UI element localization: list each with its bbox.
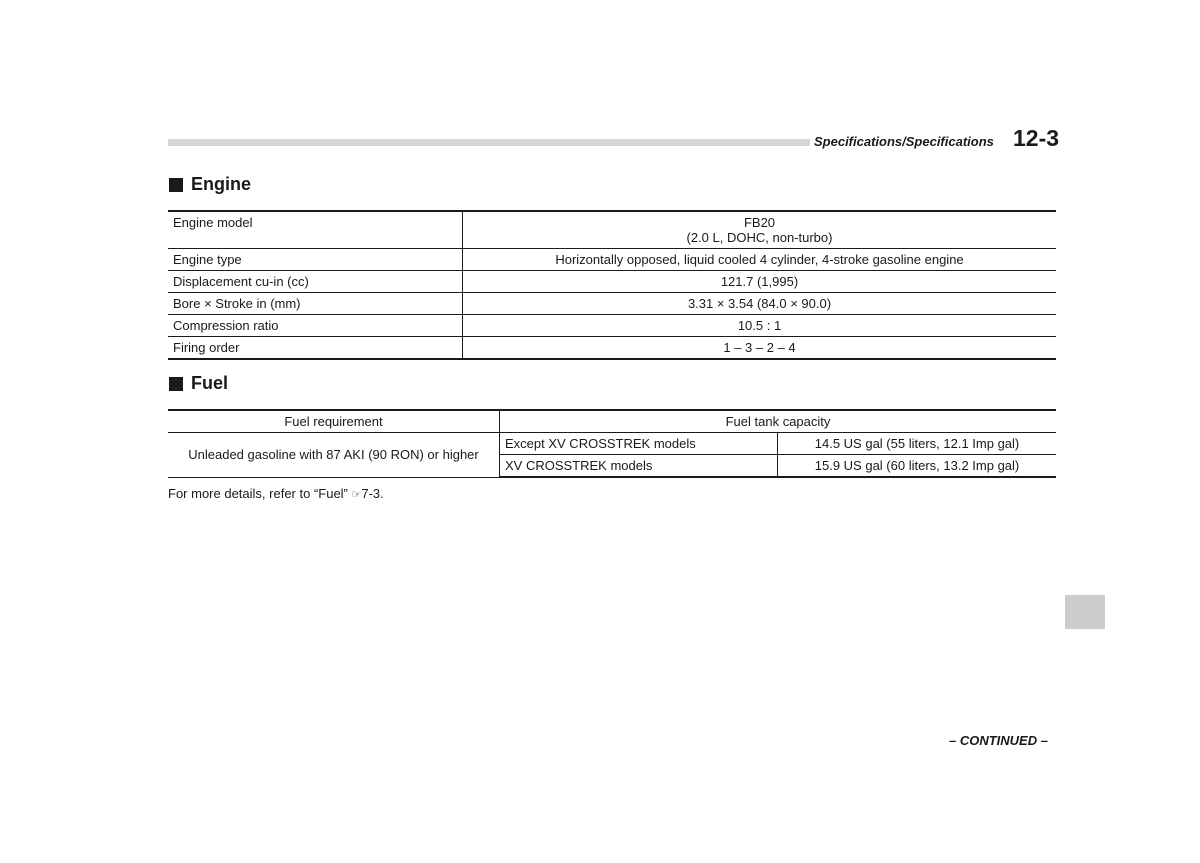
page-reference-icon: ☞ [351, 489, 362, 501]
row-value: 1 – 3 – 2 – 4 [463, 337, 1057, 360]
fuel-requirement-value: Unleaded gasoline with 87 AKI (90 RON) or higher [168, 433, 500, 478]
fuel-reference-note [168, 486, 384, 501]
capacity-cell: 14.5 US gal (55 liters, 12.1 Imp gal) [778, 433, 1057, 455]
table-row [168, 271, 1056, 293]
table-row [168, 433, 1056, 455]
row-label: Engine type [168, 249, 463, 271]
capacity-cell: 15.9 US gal (60 liters, 13.2 Imp gal) [778, 455, 1057, 478]
fuel-spec-table [168, 409, 1056, 478]
fuel-requirement-header: Fuel requirement [168, 410, 500, 433]
row-value: Horizontally opposed, liquid cooled 4 cylinder, 4-stroke gasoline engine [463, 249, 1057, 271]
engine-spec-table [168, 210, 1056, 360]
row-label: Engine model [168, 211, 463, 249]
note-page-ref: 7-3. [361, 486, 384, 501]
table-header-row [168, 410, 1056, 433]
row-value [463, 211, 1057, 249]
square-bullet-icon [169, 178, 183, 192]
row-label: Firing order [168, 337, 463, 360]
page-number: 12-3 [1013, 125, 1060, 151]
fuel-section-heading [169, 373, 228, 394]
engine-model-detail: (2.0 L, DOHC, non-turbo) [686, 230, 833, 245]
row-label: Displacement cu-in (cc) [168, 271, 463, 293]
table-row [168, 293, 1056, 315]
model-cell: XV CROSSTREK models [500, 455, 778, 478]
continued-label: – CONTINUED – [949, 733, 1048, 748]
engine-model-code: FB20 [743, 215, 776, 230]
table-row [168, 337, 1056, 360]
row-value: 121.7 (1,995) [463, 271, 1057, 293]
table-row [168, 249, 1056, 271]
row-value: 10.5 : 1 [463, 315, 1057, 337]
fuel-heading-text: Fuel [191, 373, 229, 393]
fuel-tank-capacity-header: Fuel tank capacity [500, 410, 1057, 433]
row-label: Compression ratio [168, 315, 463, 337]
header-rule [168, 139, 810, 146]
row-value: 3.31 × 3.54 (84.0 × 90.0) [463, 293, 1057, 315]
chapter-thumb-tab [1065, 595, 1105, 629]
row-label: Bore × Stroke in (mm) [168, 293, 463, 315]
header-title: Specifications/Specifications [814, 134, 994, 149]
square-bullet-icon [169, 377, 183, 391]
engine-heading-text: Engine [191, 174, 252, 194]
table-row [168, 211, 1056, 249]
note-text: For more details, refer to “Fuel” [168, 486, 352, 501]
table-row [168, 315, 1056, 337]
engine-section-heading [169, 174, 251, 195]
model-cell: Except XV CROSSTREK models [500, 433, 778, 455]
